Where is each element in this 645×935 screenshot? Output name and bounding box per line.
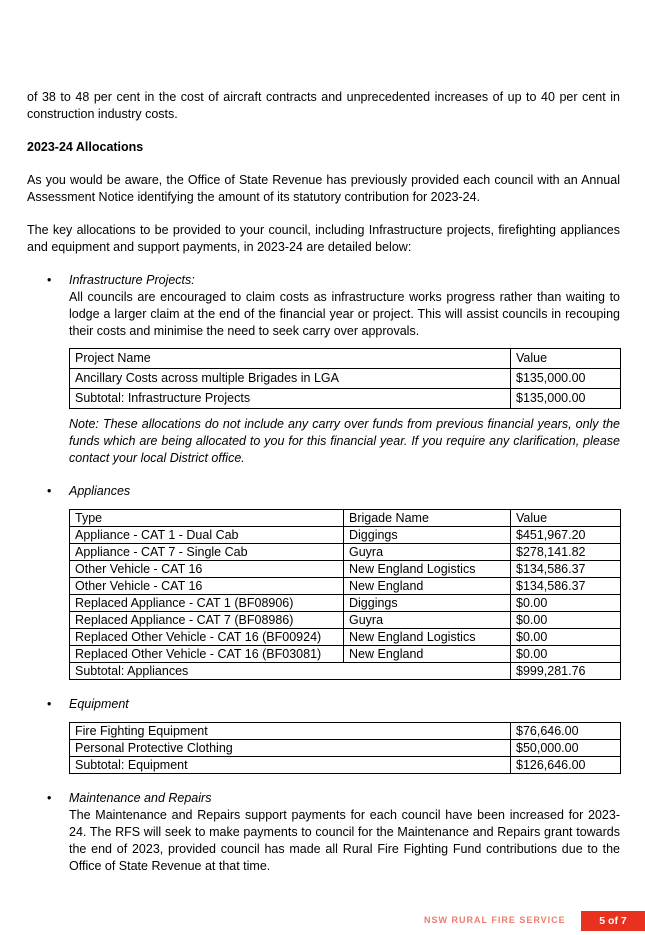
appliances-table — [69, 509, 621, 680]
subtotal-value: $126,646.00 — [511, 757, 621, 774]
subtotal-row — [70, 663, 621, 680]
header-project-name: Project Name — [70, 349, 511, 369]
subtotal-value: $999,281.76 — [511, 663, 621, 680]
brigade-cell: New England Logistics — [344, 629, 511, 646]
subtotal-label: Subtotal: Infrastructure Projects — [70, 389, 511, 409]
footer-org-name: NSW RURAL FIRE SERVICE — [424, 915, 566, 925]
subtotal-row — [70, 389, 621, 409]
value-cell: $76,646.00 — [511, 723, 621, 740]
subtotal-value: $135,000.00 — [511, 389, 621, 409]
brigade-cell: New England Logistics — [344, 561, 511, 578]
infrastructure-title: Infrastructure Projects: — [69, 273, 195, 287]
value-cell: $451,967.20 — [511, 527, 621, 544]
table-row — [70, 595, 621, 612]
value-cell: $135,000.00 — [511, 369, 621, 389]
type-cell: Other Vehicle - CAT 16 — [70, 578, 344, 595]
value-cell: $134,586.37 — [511, 561, 621, 578]
value-cell: $0.00 — [511, 595, 621, 612]
table-row — [70, 629, 621, 646]
equipment-title: Equipment — [69, 697, 129, 711]
table-row — [70, 740, 621, 757]
brigade-cell: New England — [344, 578, 511, 595]
item-cell: Fire Fighting Equipment — [70, 723, 511, 740]
section-heading: 2023-24 Allocations — [27, 140, 144, 154]
value-cell: $0.00 — [511, 646, 621, 663]
header-value: Value — [511, 349, 621, 369]
bullet-infrastructure — [27, 272, 620, 340]
brigade-cell: Guyra — [344, 612, 511, 629]
bullet-dot: • — [47, 484, 52, 498]
type-cell: Other Vehicle - CAT 16 — [70, 561, 344, 578]
document-page — [27, 89, 620, 875]
value-cell: $134,586.37 — [511, 578, 621, 595]
table-row — [70, 723, 621, 740]
table-row — [70, 527, 621, 544]
allocation-note: Note: These allocations do not include any carry over funds from previous financial years, only the funds which are being allocated to you for this financial year. If you require any clarification, please contact your local District office. — [69, 417, 620, 465]
type-cell: Appliance - CAT 7 - Single Cab — [70, 544, 344, 561]
type-cell: Replaced Appliance - CAT 1 (BF08906) — [70, 595, 344, 612]
brigade-cell: Diggings — [344, 595, 511, 612]
type-cell: Appliance - CAT 1 - Dual Cab — [70, 527, 344, 544]
page-footer — [424, 911, 645, 931]
paragraph-assessment: As you would be aware, the Office of State Revenue has previously provided each council with an Annual Assessment Notice identifying the amount of its statutory contribution for 2023-24. — [27, 173, 620, 204]
table-row — [70, 544, 621, 561]
bullet-dot: • — [47, 791, 52, 805]
value-cell: $278,141.82 — [511, 544, 621, 561]
appliances-title: Appliances — [69, 484, 131, 498]
type-cell: Replaced Other Vehicle - CAT 16 (BF03081) — [70, 646, 344, 663]
subtotal-row — [70, 757, 621, 774]
intro-continuation: of 38 to 48 per cent in the cost of aircraft contracts and unprecedented increases of up to 40 per cent in construction industry costs. — [27, 90, 620, 121]
brigade-cell: New England — [344, 646, 511, 663]
type-cell: Replaced Appliance - CAT 7 (BF08986) — [70, 612, 344, 629]
page-number-badge: 5 of 7 — [581, 911, 645, 931]
table-row — [70, 561, 621, 578]
table-row — [70, 578, 621, 595]
bullet-maintenance — [27, 790, 620, 875]
equipment-table — [69, 722, 621, 774]
table-row — [70, 612, 621, 629]
value-cell: $50,000.00 — [511, 740, 621, 757]
table-header-row — [70, 510, 621, 527]
header-value: Value — [511, 510, 621, 527]
header-brigade: Brigade Name — [344, 510, 511, 527]
type-cell: Replaced Other Vehicle - CAT 16 (BF00924) — [70, 629, 344, 646]
subtotal-label: Subtotal: Equipment — [70, 757, 511, 774]
brigade-cell: Diggings — [344, 527, 511, 544]
bullet-appliances — [27, 483, 620, 500]
infrastructure-table — [69, 348, 621, 409]
bullet-dot: • — [47, 273, 52, 287]
maintenance-title: Maintenance and Repairs — [69, 791, 212, 805]
table-row — [70, 369, 621, 389]
brigade-cell: Guyra — [344, 544, 511, 561]
project-name-cell: Ancillary Costs across multiple Brigades in LGA — [70, 369, 511, 389]
value-cell: $0.00 — [511, 612, 621, 629]
subtotal-label: Subtotal: Appliances — [70, 663, 511, 680]
infrastructure-text: All councils are encouraged to claim costs as infrastructure works progress rather than waiting to lodge a larger claim at the end of the financial year or project. This will assist councils in recouping their costs and minimise the need to seek carry over approvals. — [69, 290, 620, 338]
table-row — [70, 646, 621, 663]
bullet-equipment — [27, 696, 620, 713]
table-header-row — [70, 349, 621, 369]
paragraph-allocations: The key allocations to be provided to your council, including Infrastructure projects, firefighting appliances and equipment and support payments, in 2023-24 are detailed below: — [27, 223, 620, 254]
header-type: Type — [70, 510, 344, 527]
maintenance-text: The Maintenance and Repairs support payments for each council have been increased for 2023-24. The RFS will seek to make payments to council for the Maintenance and Repairs grant towards the end of 2023, provided council has made all Rural Fire Fighting Fund contributions due to the Office of State Revenue at that time. — [69, 808, 620, 873]
bullet-dot: • — [47, 697, 52, 711]
value-cell: $0.00 — [511, 629, 621, 646]
item-cell: Personal Protective Clothing — [70, 740, 511, 757]
